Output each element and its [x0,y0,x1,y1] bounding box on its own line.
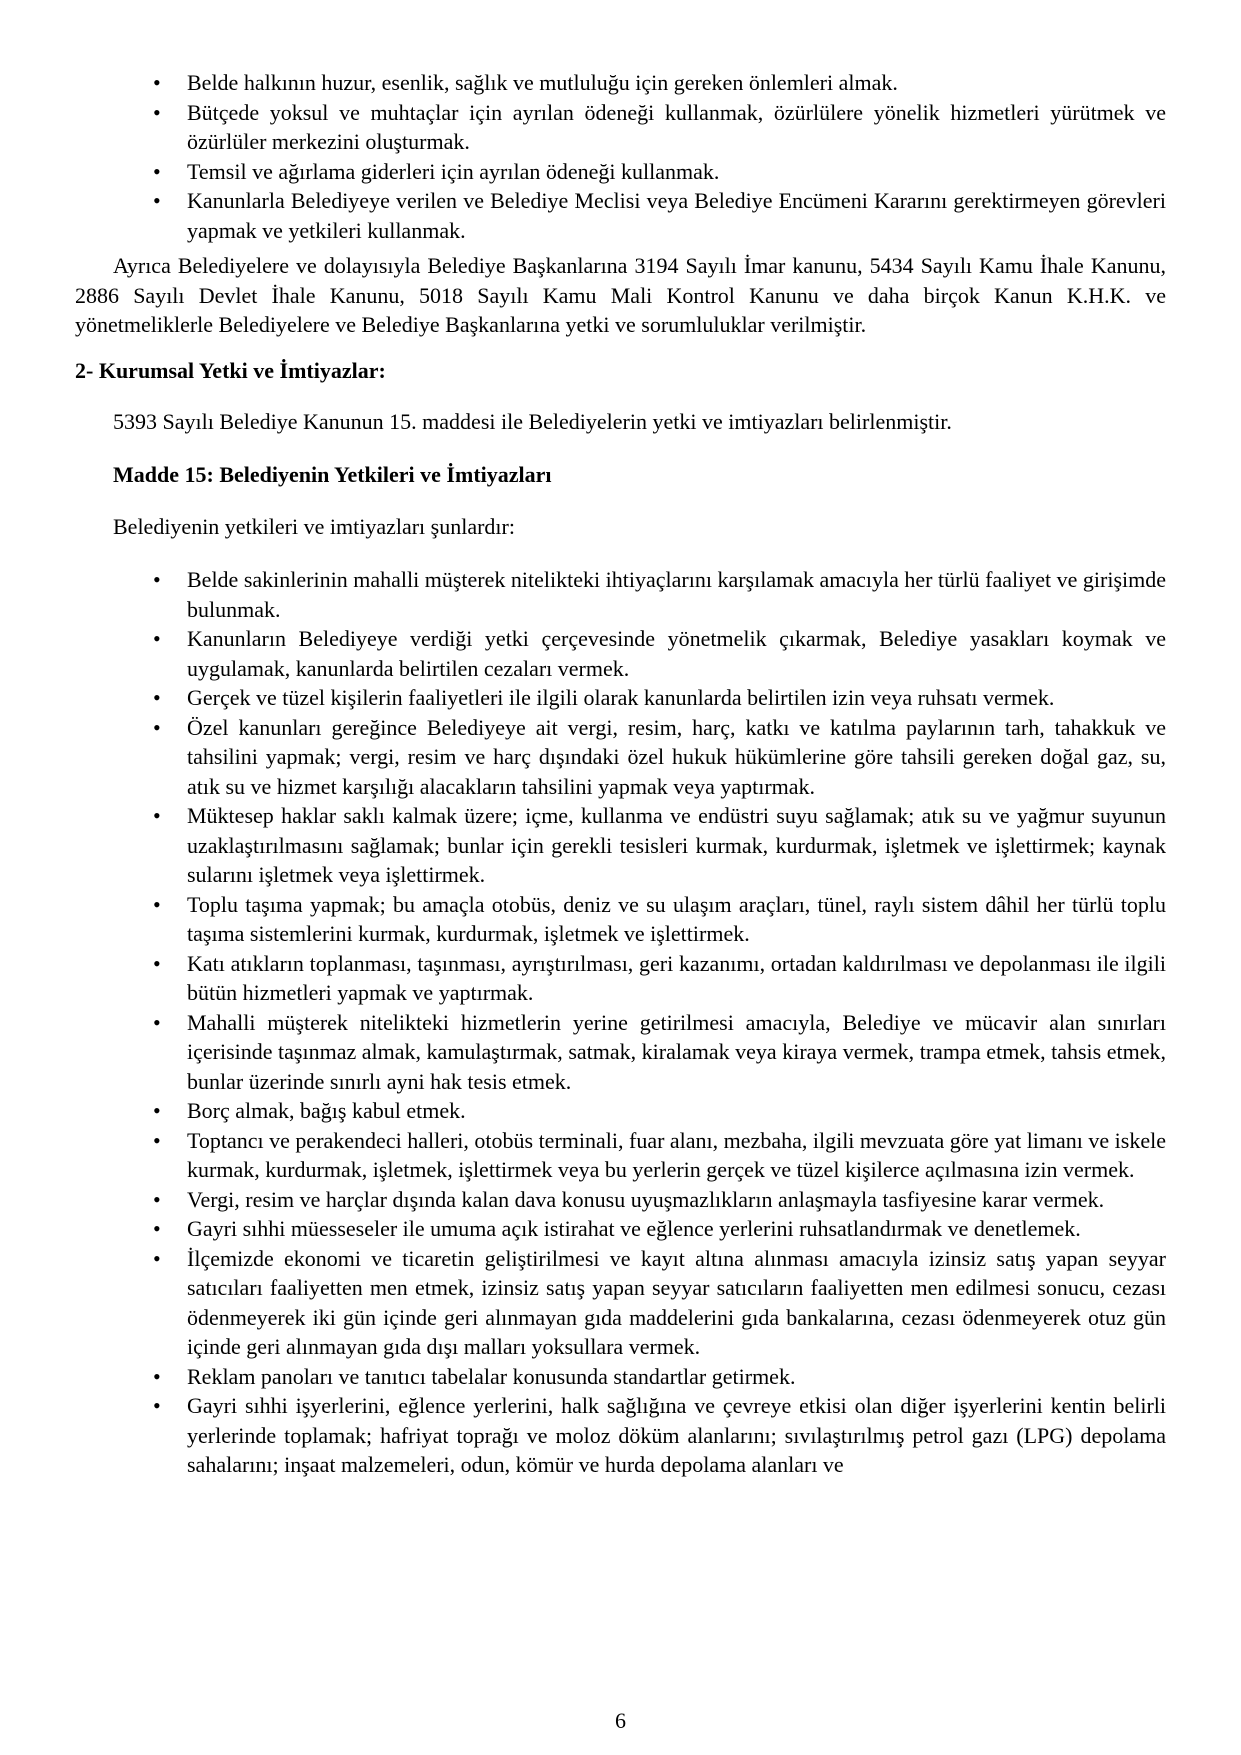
article-intro: Belediyenin yetkileri ve imtiyazları şunlardır: [113,514,515,539]
bullet-icon: • [153,1363,161,1389]
bullet-icon: • [153,99,161,125]
list-item: • Borç almak, bağış kabul etmek. [75,1096,1166,1126]
article-bullet-list [75,565,1166,1480]
article-heading: Madde 15: Belediyenin Yetkileri ve İmtiyazları [113,462,552,487]
bullet-icon: • [153,626,161,651]
bullet-icon: • [153,1245,161,1271]
list-item: • Katı atıkların toplanması, taşınması, ayrıştırılması, geri kazanımı, ortadan kaldırılması ve depolanması ile ilgili bütün hizmetleri yapmak ve yaptırmak. [153,950,1166,1005]
bullet-icon: • [153,1186,161,1212]
section-intro: 5393 Sayılı Belediye Kanunun 15. maddesi ile Belediyelerin yetki ve imtiyazları belirlenmiştir. [113,409,952,434]
bullet-icon: • [153,1098,161,1123]
bullet-icon: • [153,188,161,213]
bullet-icon: • [153,70,161,95]
bullet-icon: • [153,685,161,710]
bullet-icon: • [153,158,161,184]
bullet-icon: • [153,714,161,740]
bullet-icon: • [153,1009,161,1035]
list-item: • Temsil ve ağırlama giderleri için ayrılan ödeneği kullanmak. [75,157,1166,187]
page-number: 6 [615,1708,626,1733]
list-item: • İlçemizde ekonomi ve ticaretin geliştirilmesi ve kayıt altına alınması amacıyla izinsiz satış yapan seyyar satıcıları faaliyetten men etmek, izinsiz satış yapan seyyar satıcıların faaliyetten men edilmesi sonucu, cezası ödenmeyerek iki gün içinde geri alınmayan gıda maddelerini gıda bankalarına, cezası ödenmeyerek otuz gün içinde geri alınmayan gıda dışı malları yoksullara vermek. [153,1245,1166,1359]
list-item: • Özel kanunları gereğince Belediyeye ait vergi, resim, harç, katkı ve katılma paylarının tarh, tahakkuk ve tahsilini yapmak; vergi, resim ve harç dışındaki özel hukuk hükümlerine göre tahsili gereken doğal gaz, su, atık su ve hizmet karşılığı alacakların tahsilini yapmak veya yaptırmak. [153,714,1166,799]
list-item: • Gayri sıhhi işyerlerini, eğlence yerlerini, halk sağlığına ve çevreye etkisi olan diğer işyerlerini kentin belirli yerlerinde toplamak; hafriyat toprağı ve moloz döküm alanlarını; sıvılaştırılmış petrol gazı (LPG) depolama sahalarını; inşaat malzemeleri, odun, kömür ve hurda depolama alanları ve [153,1393,1166,1477]
bullet-icon: • [153,803,161,828]
bullet-icon: • [153,1127,161,1153]
bullet-icon: • [153,567,161,592]
bullet-icon: • [153,1216,161,1241]
list-item: • Bütçede yoksul ve muhtaçlar için ayrılan ödeneği kullanmak, özürlülere yönelik hizmetleri yürütmek ve özürlüler merkezini oluşturmak. [153,99,1166,154]
section-heading: 2- Kurumsal Yetki ve İmtiyazlar: [75,358,386,383]
list-item: • Müktesep haklar saklı kalmak üzere; içme, kullanma ve endüstri suyu sağlamak; atık su ve yağmur suyunun uzaklaştırılmasını sağlamak; bunlar için gerekli tesisleri kurmak, kurdurmak, işletmek ve işlettirmek; kaynak sularını işletmek veya işlettirmek. [153,803,1166,887]
list-item: • Belde sakinlerinin mahalli müşterek nitelikteki ihtiyaçlarını karşılamak amacıyla her türlü faaliyet ve girişimde bulunmak. [153,567,1166,622]
list-item: • Mahalli müşterek nitelikteki hizmetlerin yerine getirilmesi amacıyla, Belediye ve mücavir alan sınırları içerisinde taşınmaz almak, kamulaştırmak, satmak, kiralamak veya kiraya vermek, trampa etmek, tahsis etmek, bunlar üzerinde sınırlı ayni hak tesis etmek. [153,1009,1166,1094]
list-item: • Toptancı ve perakendeci halleri, otobüs terminali, fuar alanı, mezbaha, ilgili mevzuata göre yat limanı ve iskele kurmak, kurdurmak, işletmek, işlettirmek veya bu yerlerin gerçek ve tüzel kişilerce açılmasına izin vermek. [153,1127,1166,1182]
list-item: • Kanunlarla Belediyeye verilen ve Belediye Meclisi veya Belediye Encümeni Kararını gerektirmeyen görevleri yapmak ve yetkileri kullanmak. [153,188,1166,243]
bullet-icon: • [153,891,161,917]
list-item: • Toplu taşıma yapmak; bu amaçla otobüs, deniz ve su ulaşım araçları, tünel, raylı sistem dâhil her türlü toplu taşıma sistemlerini kurmak, kurdurmak, işletmek ve işlettirmek. [153,891,1166,946]
bullet-icon: • [153,1393,161,1418]
list-item: • Vergi, resim ve harçlar dışında kalan dava konusu uyuşmazlıkların anlaşmayla tasfiyesine karar vermek. [75,1185,1166,1215]
list-item: • Reklam panoları ve tanıtıcı tabelalar konusunda standartlar getirmek. [75,1362,1166,1392]
list-item: • Kanunların Belediyeye verdiği yetki çerçevesinde yönetmelik çıkarmak, Belediye yasakları koymak ve uygulamak, kanunlarda belirtilen cezaları vermek. [153,626,1166,681]
list-item: • Gerçek ve tüzel kişilerin faaliyetleri ile ilgili olarak kanunlarda belirtilen izin veya ruhsatı vermek. [75,683,1166,713]
list-item: • Gayri sıhhi müesseseler ile umuma açık istirahat ve eğlence yerlerini ruhsatlandırmak ve denetlemek. [75,1214,1166,1244]
list-item: • Belde halkının huzur, esenlik, sağlık ve mutluluğu için gereken önlemleri almak. [75,68,1166,98]
paragraph-ayrica: Ayrıca Belediyelere ve dolayısıyla Belediye Başkanlarına 3194 Sayılı İmar kanunu, 5434 Sayılı Kamu İhale Kanunu, 2886 Sayılı Devlet İhale Kanunu, 5018 Sayılı Kamu Mali Kontrol Kanunu ve daha birçok Kanun K.H.K. ve yönetmeliklerle Belediyelere ve Belediye Başkanlarına yetki ve sorumluluklar verilmiştir. [75,253,1166,337]
top-bullet-list [75,68,1166,245]
bullet-icon: • [153,950,161,976]
